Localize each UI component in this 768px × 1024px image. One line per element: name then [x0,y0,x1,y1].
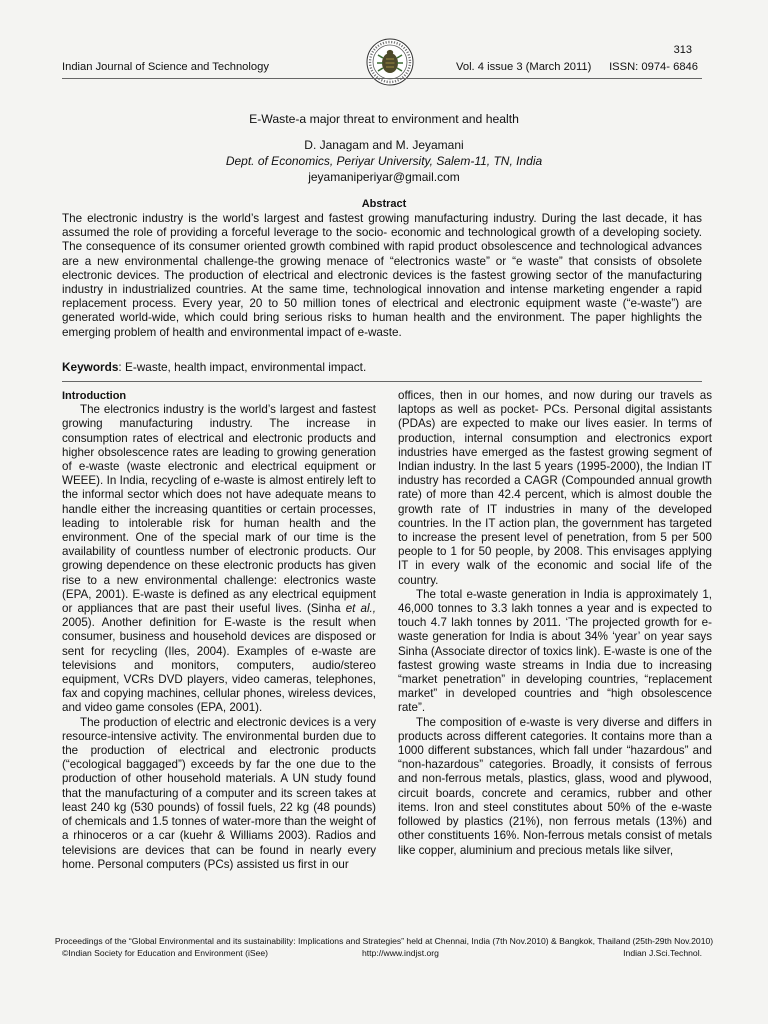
body-rule [62,381,702,382]
keywords-text: : E-waste, health impact, environmental impact. [118,360,367,374]
paragraph: The composition of e-waste is very diverse and differs in products across different categories. It contains more than a 1000 different substances, which fall under “hazardous” and “non-hazardous” categories. Broadly, it consists of ferrous and non-ferrous metals, plastics, glass, wood and plywood, circuit boards, concrete and ceramics, rubber and other items. Iron and steel constitutes about 50% of the e-waste followed by plastics (21%), non ferrous metals (13%) and other constituents 16%. Non-ferrous metals consist of metals like copper, aluminium and precious metals like silver, [398,715,712,857]
keywords [62,360,366,374]
paragraph: The production of electric and electronic devices is a very resource-intensive activity. The environmental burden due to the production of electrical and electronic products (“ecological baggaged”) exceeds by far the one due to the production of other household materials. A UN study found that the manufacturing of a computer and its screen takes at least 240 kg (530 pounds) of fossil fuels, 22 kg (48 pounds) of chemicals and 1.5 tonnes of water-more than the weight of a rhinoceros or a car (kuehr & Williams 2003). Radios and televisions are devices that can be found in nearly every home. Personal computers (PCs) assisted us first in our [62,715,376,871]
authors: D. Janagam and M. Jeyamani [304,138,464,152]
paragraph [62,403,376,715]
body-column-left [62,389,376,872]
issn: ISSN: 0974- 6846 [609,61,698,73]
article-title: E-Waste-a major threat to environment and health [249,112,519,126]
et-al: et al., [345,602,376,616]
abstract-text: The electronic industry is the world’s largest and fastest growing manufacturing industry. During the last decade, it has assumed the role of providing a forceful leverage to the socio- economic and technological growth of a developing society. The consequence of its consumer oriented growth combined with rapid product obsolescence and technological advances are a new environmental challenge-the growing menace of “electronics waste” or “e waste” that consists of obsolete electronic devices. The production of electrical and electronic devices is the fastest growing sector of the manufacturing industry in industrialized countries. At the same time, technological innovation and intense marketing engender a rapid replacement process. Every year, 20 to 50 million tones of electrical and electronic equipment waste (“e-waste”) are generated world-wide, which could bring serious risks to human health and the environment. The paper highlights the emerging problem of health and environmental impact of e-waste. [62,212,702,339]
introduction-heading: Introduction [62,390,127,402]
keywords-label: Keywords [62,360,119,374]
abstract-heading: Abstract [361,198,407,210]
footer-proceedings: Proceedings of the “Global Environmental and its sustainability: Implications and Strategies” held at Chennai, India (7th Nov.2010) & Bangkok, Thailand (25th-29th Nov.2010) [54,936,714,946]
body-column-right [398,389,712,858]
journal-name: Indian Journal of Science and Technology [62,61,269,73]
paragraph-text: 2005). Another definition for E-waste is the result when consumer, business and household devices are disposed or sent for recycling (Iles, 2004). Examples of e-waste are televisions and monitors, computers, audio/stereo equipment, VCRs DVD players, video cameras, telephones, fax and copying machines, cellular phones, wireless devices, and video game consoles (EPA, 2001). [62,616,376,715]
footer-url-link[interactable]: http://www.indjst.org [362,948,439,958]
page-number: 313 [673,44,692,56]
paragraph: offices, then in our homes, and now during our travels as laptops as well as pocket- PCs. Personal digital assistants (PDAs) are expected to make our lives easier. In terms of production, internal consumption and electronics export industries have emerged as the fastest growing segment of Indian industry. In the last 5 years (1995-2000), the Indian IT industry has recorded a CAGR (Compounded annual growth rate) of more than 42.4 percent, which is almost double the growth rate of IT industries in many of the developed countries. In the IT action plan, the government has targeted to increase the present level of penetration, from 5 per 500 people to 1 for 50 people, by 2008. This envisages applying IT in every walk of the economic and social life of the country. [398,389,712,587]
volume-info: Vol. 4 issue 3 (March 2011) [456,61,592,73]
footer-society: ©Indian Society for Education and Environment (iSee) [62,948,269,958]
paragraph-text: The electronics industry is the world’s largest and fastest growing manufacturing industry. The increase in consumption rates of electrical and electronic products and higher obsolescence rates are leading to growing generation of e-waste (waste electronic and electrical equipment or WEEE). In India, recycling of e-waste is almost entirely left to the informal sector which does not have adequate means to handle either the increasing quantities or certain processes, leading to intolerable risk for human health and the environment. One of the special mark of our time is the availability of countless number of electronic products. Our growing dependence on these electronic products has given rise to a new environmental challenge: electronics waste (EPA, 2001). E-waste is defined as any electrical equipment or appliances that are past their useful lives. (Sinha [62,403,376,616]
paragraph: The total e-waste generation in India is approximately 1, 46,000 tonnes to 3.3 lakh tonnes a year and is expected to touch 4.7 lakh tonnes by 2011. ‘The projected growth for e-waste generation for India is about 34% ‘year’ on year says Sinha (Associate director of toxics link). E-waste is one of the fastest growing waste streams in India due to increasing “market penetration” in developing countries, “replacement market” in developed countries and “high obsolescence rate”. [398,587,712,715]
footer-short-title: Indian J.Sci.Technol. [623,948,702,958]
author-email: jeyamaniperiyar@gmail.com [308,170,460,184]
header-rule [62,78,702,79]
footer-bar [62,948,702,958]
affiliation: Dept. of Economics, Periyar University, Salem-11, TN, India [225,154,543,168]
